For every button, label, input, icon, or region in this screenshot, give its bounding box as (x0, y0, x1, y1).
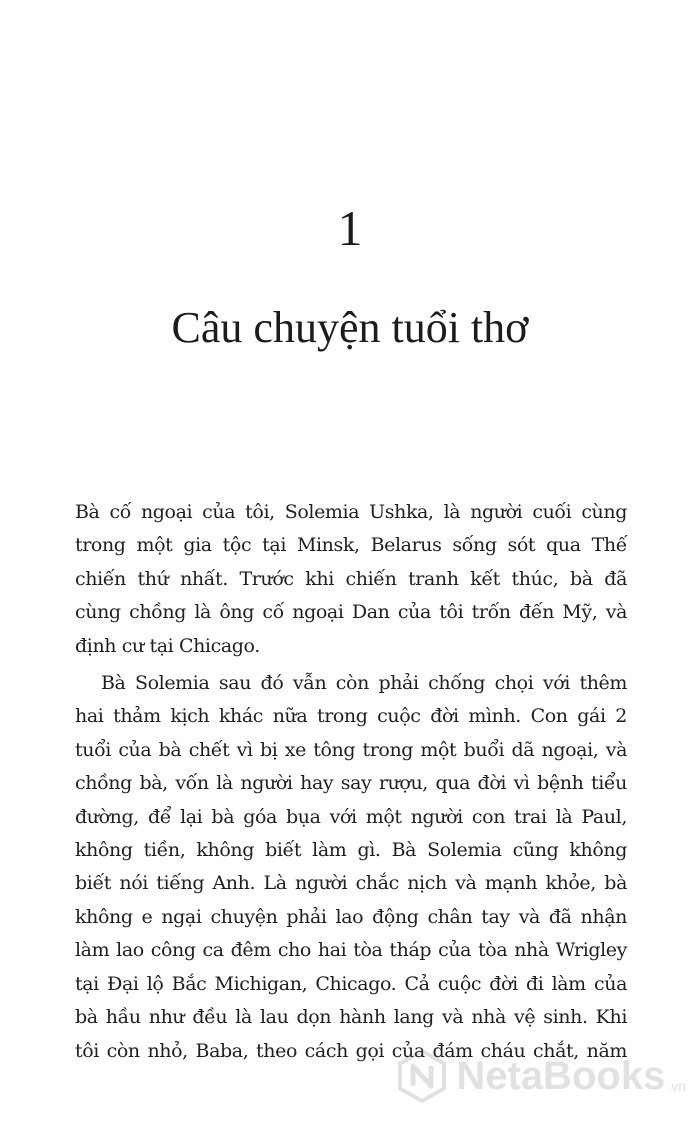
watermark-brand: NetaBooks (456, 1053, 666, 1098)
chapter-number: 1 (337, 200, 363, 256)
text-line: biết nói tiếng Anh. Là người chắc nịch và mạnh khỏe, bà (75, 872, 627, 895)
chapter-title: Câu chuyện tuổi thơ (171, 303, 529, 352)
text-line: chồng bà, vốn là người hay say rượu, qua đời vì bệnh tiểu (75, 772, 627, 795)
text-line: chiến thứ nhất. Trước khi chiến tranh kết thúc, bà đã (75, 567, 627, 590)
text-line: đường, để lại bà góa bụa với một người con trai là Paul, (75, 805, 627, 828)
text-line: định cư tại Chicago. (75, 634, 260, 657)
text-line: Bà Solemia sau đó vẫn còn phải chống chọi với thêm (101, 672, 627, 695)
text-line: tại Đại lộ Bắc Michigan, Chicago. Cả cuộc đời đi làm của (75, 972, 627, 995)
text-line: không e ngại chuyện phải lao động chân tay và đã nhận (75, 905, 627, 928)
text-line: Bà cố ngoại của tôi, Solemia Ushka, là người cuối cùng (75, 501, 627, 523)
text-line: hai thảm kịch khác nữa trong cuộc đời mình. Con gái 2 (75, 705, 627, 728)
watermark-suffix: .vn (667, 1078, 686, 1094)
paragraph-2 (75, 667, 627, 1068)
text-line: tôi còn nhỏ, Baba, theo cách gọi của đám cháu chắt, năm (75, 1039, 627, 1062)
text-line: không tiền, không biết làm gì. Bà Solemia cũng không (75, 839, 627, 862)
text-line: trong một gia tộc tại Minsk, Belarus sống sót qua Thế (75, 534, 627, 557)
netabooks-logo-icon (394, 1048, 450, 1104)
text-line: cùng chồng là ông cố ngoại Dan của tôi trốn đến Mỹ, và (75, 601, 627, 624)
body-text (75, 496, 627, 1068)
paragraph-1 (75, 496, 627, 663)
watermark (394, 1048, 686, 1104)
text-line: bà hầu như đều là lau dọn hành lang và nhà vệ sinh. Khi (75, 1006, 627, 1029)
text-line: tuổi của bà chết vì bị xe tông trong một buổi dã ngoại, và (75, 738, 627, 761)
text-line: làm lao công ca đêm cho hai tòa tháp của tòa nhà Wrigley (75, 939, 627, 962)
